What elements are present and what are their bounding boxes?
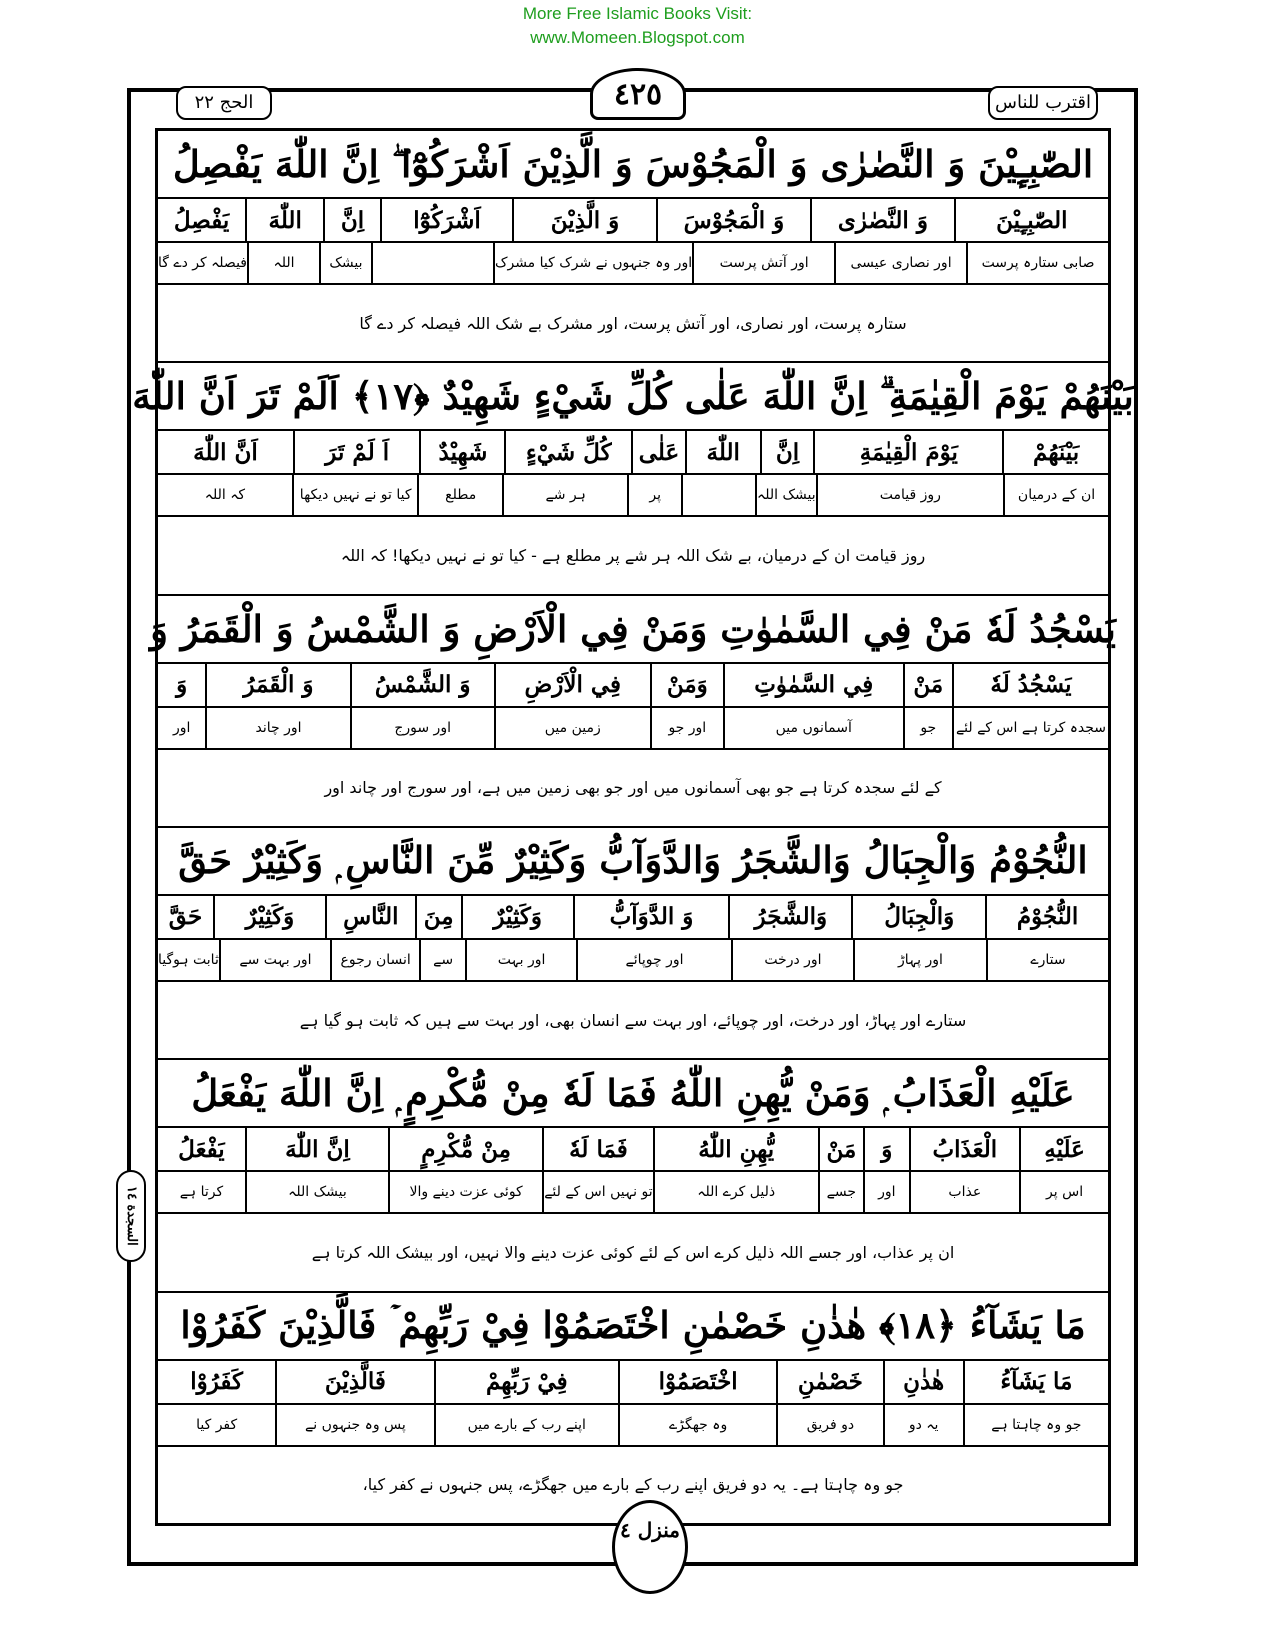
word-meaning-cell: ستارے bbox=[986, 940, 1108, 980]
word-meaning-cell: اور وہ جنہوں نے شرک کیا مشرک bbox=[493, 243, 692, 283]
word-meaning-cell: ذلیل کرے اللہ bbox=[653, 1172, 818, 1212]
arabic-word-cell: حَقَّ bbox=[168, 903, 203, 931]
word-meaning-cell: اور پہاڑ bbox=[853, 940, 986, 980]
arabic-word-cell: مِنْ مُّكْرِمٍ bbox=[388, 1128, 542, 1170]
word-meaning-cell: کفر کیا bbox=[196, 1416, 238, 1433]
arabic-word-cell: اَنَّ اللّٰهَ bbox=[193, 438, 258, 466]
word-by-word-arabic-row bbox=[158, 1128, 1108, 1172]
arabic-verse-line: الصّٰبِـِٕيْنَ وَ النَّصٰرٰى وَ الْمَجُوْسَ وَ الَّذِيْنَ اَشْرَكُوْٓا ۖ اِنَّ اللّٰهَ يَفْصِلُ bbox=[158, 131, 1108, 199]
arabic-word-cell: اللّٰهَ bbox=[245, 199, 323, 241]
arabic-word-cell: فَمَا لَهٗ bbox=[542, 1128, 653, 1170]
arabic-word-cell: اِنَّ اللّٰهَ bbox=[245, 1128, 388, 1170]
word-meaning-cell: روز قیامت bbox=[816, 475, 1003, 515]
word-meaning-row bbox=[158, 1172, 1108, 1214]
word-meaning-cell bbox=[681, 475, 755, 515]
word-meaning-cell: پر bbox=[627, 475, 681, 515]
word-meaning-cell: اور چوپائے bbox=[576, 940, 731, 980]
word-meaning-cell: اور آتش پرست bbox=[692, 243, 834, 283]
arabic-word-cell: وَكَثِيْرٌ bbox=[213, 896, 325, 938]
sajda-margin-marker: السجدة ١٤ bbox=[116, 1170, 146, 1262]
arabic-word-cell: عَلٰى bbox=[631, 431, 685, 473]
word-meaning-cell: اور نصاری عیسی bbox=[834, 243, 966, 283]
word-meaning-row bbox=[158, 475, 1108, 517]
arabic-word-cell: وَ bbox=[176, 671, 188, 699]
arabic-word-cell: وَالْجِبَالُ bbox=[851, 896, 985, 938]
word-meaning-cell: یہ دو bbox=[883, 1405, 963, 1445]
arabic-word-cell: النَّاسِ bbox=[325, 896, 415, 938]
arabic-word-cell: مَنْ bbox=[818, 1128, 863, 1170]
word-by-word-arabic-row bbox=[158, 896, 1108, 940]
word-meaning-cell: اپنے رب کے بارے میں bbox=[434, 1405, 618, 1445]
arabic-word-cell: اَ لَمْ تَرَ bbox=[293, 431, 420, 473]
arabic-word-cell: يَوْمَ الْقِيٰمَةِ bbox=[813, 431, 1002, 473]
word-meaning-cell: صابی ستارہ پرست bbox=[966, 243, 1108, 283]
word-meaning-cell: بیشک اللہ bbox=[245, 1172, 388, 1212]
word-meaning-cell: اللہ bbox=[247, 243, 319, 283]
word-by-word-arabic-row bbox=[158, 199, 1108, 243]
arabic-word-cell: يَفْعَلُ bbox=[178, 1135, 225, 1163]
arabic-word-cell: يُّهِنِ اللّٰهُ bbox=[653, 1128, 818, 1170]
word-meaning-row bbox=[158, 243, 1108, 285]
word-meaning-cell: اس پر bbox=[1019, 1172, 1108, 1212]
word-meaning-cell: اور بہت سے bbox=[219, 940, 330, 980]
verse-block bbox=[158, 828, 1108, 1060]
urdu-translation-line: روز قیامت ان کے درمیان، بے شک اللہ ہر شے پر مطلع ہے - کیا تو نے نہیں دیکھا! کہ اللہ bbox=[340, 545, 926, 565]
word-meaning-cell: فیصلہ کر دے گا bbox=[157, 255, 247, 271]
arabic-word-cell: فِيْ رَبِّهِمْ bbox=[434, 1361, 618, 1403]
word-meaning-cell: اور bbox=[863, 1172, 908, 1212]
arabic-word-cell: فِي السَّمٰوٰتِ bbox=[723, 664, 903, 706]
word-meaning-cell: اور جو bbox=[650, 708, 723, 748]
manzil-marker: منزل ٤ bbox=[612, 1500, 688, 1594]
word-by-word-arabic-row bbox=[158, 431, 1108, 475]
word-meaning-cell: سجدہ کرتا ہے اس کے لئے bbox=[952, 708, 1108, 748]
word-meaning-cell: دو فریق bbox=[776, 1405, 882, 1445]
arabic-verse-line: مَا يَشَآءُ ﴿١٨﴾ هٰذٰنِ خَصْمٰنِ اخْتَصَمُوْا فِيْ رَبِّهِمْ ۡ فَالَّذِيْنَ كَفَرُوْا bbox=[158, 1293, 1108, 1361]
word-meaning-cell: عذاب bbox=[909, 1172, 1020, 1212]
word-meaning-cell: تو نہیں اس کے لئے bbox=[542, 1172, 653, 1212]
word-meaning-cell: کہ اللہ bbox=[204, 487, 246, 504]
arabic-word-cell: اِنَّ bbox=[760, 431, 814, 473]
arabic-word-cell: كُلِّ شَيْءٍ bbox=[504, 431, 631, 473]
word-meaning-cell: کیا تو نے نہیں دیکھا bbox=[292, 475, 418, 515]
word-meaning-cell: ثابت ہوگیا bbox=[158, 951, 219, 968]
arabic-word-cell: كَفَرُوْا bbox=[190, 1368, 244, 1396]
word-meaning-cell: مطلع bbox=[417, 475, 501, 515]
word-meaning-cell: جسے bbox=[818, 1172, 863, 1212]
verse-block bbox=[158, 1293, 1108, 1523]
para-name-label: اقترب للناس bbox=[988, 86, 1098, 120]
arabic-word-cell: وَ الشَّمْسُ bbox=[350, 664, 494, 706]
arabic-word-cell: شَهِيْدٌ bbox=[419, 431, 504, 473]
word-meaning-row bbox=[158, 708, 1108, 750]
word-meaning-cell: بیشک bbox=[319, 243, 371, 283]
word-meaning-cell: بیشک اللہ bbox=[755, 475, 816, 515]
word-meaning-cell: اور bbox=[172, 719, 191, 736]
arabic-word-cell: يَفْصِلُ bbox=[173, 206, 230, 234]
arabic-word-cell: فِي الْاَرْضِ bbox=[494, 664, 650, 706]
arabic-word-cell: وَكَثِيْرٌ bbox=[461, 896, 573, 938]
arabic-word-cell: الصّٰبِـِٕيْنَ bbox=[954, 199, 1108, 241]
word-meaning-cell: اور سورج bbox=[350, 708, 494, 748]
word-meaning-cell: جو وہ چاہتا ہے bbox=[963, 1405, 1108, 1445]
arabic-word-cell: عَلَيْهِ bbox=[1019, 1128, 1108, 1170]
arabic-verse-line: بَيْنَهُمْ يَوْمَ الْقِيٰمَةِ ۗ اِنَّ اللّٰهَ عَلٰى كُلِّ شَيْءٍ شَهِيْدٌ ﴿١٧﴾ اَلَمْ تَرَ اَنَّ اللّٰهَ bbox=[158, 363, 1108, 431]
arabic-word-cell: وَمَنْ bbox=[650, 664, 723, 706]
word-by-word-arabic-row bbox=[158, 1361, 1108, 1405]
urdu-translation-line: جو وہ چاہتا ہے۔ یہ دو فریق اپنے رب کے بارے میں جھگڑے، پس جنہوں نے کفر کیا، bbox=[362, 1475, 904, 1495]
arabic-word-cell: اللّٰهَ bbox=[685, 431, 760, 473]
word-meaning-cell: آسمانوں میں bbox=[723, 708, 903, 748]
arabic-word-cell: اخْتَصَمُوْا bbox=[618, 1361, 776, 1403]
urdu-translation-line: ان پر عذاب، اور جسے اللہ ذلیل کرے اس کے لئے کوئی عزت دینے والا نہیں، اور بیشک اللہ کرتا ہے bbox=[311, 1242, 955, 1262]
page-number: ٤٢٥ bbox=[590, 68, 686, 120]
word-meaning-cell: اور بہت bbox=[465, 940, 576, 980]
urdu-translation-line: ستارہ پرست، اور نصاری، اور آتش پرست، اور مشرک بے شک اللہ فیصلہ کر دے گا bbox=[359, 313, 907, 333]
arabic-verse-line: عَلَيْهِ الْعَذَابُ ۭ وَمَنْ يُّهِنِ اللّٰهُ فَمَا لَهٗ مِنْ مُّكْرِمٍ ۭ اِنَّ اللّٰهَ يَفْعَلُ bbox=[158, 1060, 1108, 1128]
word-meaning-cell: کرتا ہے bbox=[179, 1184, 224, 1201]
word-meaning-cell: ہر شے bbox=[502, 475, 628, 515]
word-meaning-cell: کوئی عزت دینے والا bbox=[388, 1172, 542, 1212]
promo-line-1: More Free Islamic Books Visit: bbox=[522, 4, 753, 23]
surah-name-label: الحج ٢٢ bbox=[176, 86, 272, 120]
arabic-word-cell: خَصْمٰنِ bbox=[776, 1361, 882, 1403]
word-meaning-row bbox=[158, 1405, 1108, 1447]
urdu-translation-line: ستارے اور پہاڑ، اور درخت، اور چوپائے، اور بہت سے انسان بھی، اور بہت سے ہیں کہ ثابت ہو گیا ہے bbox=[299, 1010, 967, 1030]
promo-link[interactable]: www.Momeen.Blogspot.com bbox=[530, 28, 745, 47]
arabic-word-cell: اِنَّ bbox=[323, 199, 379, 241]
arabic-word-cell: اَشْرَكُوْٓا bbox=[380, 199, 513, 241]
word-meaning-cell: اور چاند bbox=[205, 708, 349, 748]
word-meaning-cell: اور درخت bbox=[731, 940, 853, 980]
arabic-verse-line: يَسْجُدُ لَهٗ مَنْ فِي السَّمٰوٰتِ وَمَنْ فِي الْاَرْضِ وَ الشَّمْسُ وَ الْقَمَرُ وَ bbox=[158, 596, 1108, 664]
arabic-word-cell: وَ الدَّوَآبُّ bbox=[573, 896, 729, 938]
word-meaning-cell: سے bbox=[419, 940, 465, 980]
urdu-translation-line: کے لئے سجدہ کرتا ہے جو بھی آسمانوں میں اور جو بھی زمین میں ہے، اور سورج اور چاند اور bbox=[324, 778, 942, 798]
verse-block bbox=[158, 131, 1108, 363]
arabic-word-cell: وَ النَّصٰرٰى bbox=[810, 199, 953, 241]
arabic-word-cell: وَ الْقَمَرُ bbox=[205, 664, 349, 706]
arabic-word-cell: مَنْ bbox=[903, 664, 952, 706]
text-frame bbox=[132, 128, 1134, 1526]
arabic-word-cell: يَسْجُدُ لَهٗ bbox=[952, 664, 1108, 706]
arabic-word-cell: الْعَذَابُ bbox=[909, 1128, 1020, 1170]
arabic-word-cell: فَالَّذِيْنَ bbox=[275, 1361, 433, 1403]
word-meaning-cell bbox=[371, 243, 493, 283]
arabic-word-cell: وَ الَّذِيْنَ bbox=[512, 199, 655, 241]
arabic-word-cell: وَالشَّجَرُ bbox=[728, 896, 851, 938]
arabic-word-cell: بَيْنَهُمْ bbox=[1002, 431, 1108, 473]
word-by-word-arabic-row bbox=[158, 664, 1108, 708]
word-meaning-cell: انسان رجوع bbox=[330, 940, 419, 980]
verse-block bbox=[158, 1060, 1108, 1292]
arabic-word-cell: هٰذٰنِ bbox=[883, 1361, 963, 1403]
word-meaning-row bbox=[158, 940, 1108, 982]
arabic-word-cell: مَا يَشَآءُ bbox=[963, 1361, 1108, 1403]
arabic-word-cell: مِنَ bbox=[415, 896, 461, 938]
word-meaning-cell: زمین میں bbox=[494, 708, 650, 748]
word-meaning-cell: ان کے درمیان bbox=[1003, 475, 1108, 515]
arabic-word-cell: النُّجُوْمُ bbox=[985, 896, 1108, 938]
verse-block bbox=[132, 363, 1134, 595]
word-meaning-cell: جو bbox=[903, 708, 952, 748]
verse-block bbox=[150, 596, 1116, 828]
arabic-word-cell: وَ الْمَجُوْسَ bbox=[656, 199, 810, 241]
word-meaning-cell: وہ جھگڑے bbox=[618, 1405, 776, 1445]
arabic-verse-line: النُّجُوْمُ وَالْجِبَالُ وَالشَّجَرُ وَالدَّوَآبُّ وَكَثِيْرٌ مِّنَ النَّاسِ ۭ وَكَثِيْرٌ حَقَّ bbox=[158, 828, 1108, 896]
arabic-word-cell: وَ bbox=[863, 1128, 908, 1170]
word-meaning-cell: پس وہ جنہوں نے bbox=[275, 1405, 433, 1445]
